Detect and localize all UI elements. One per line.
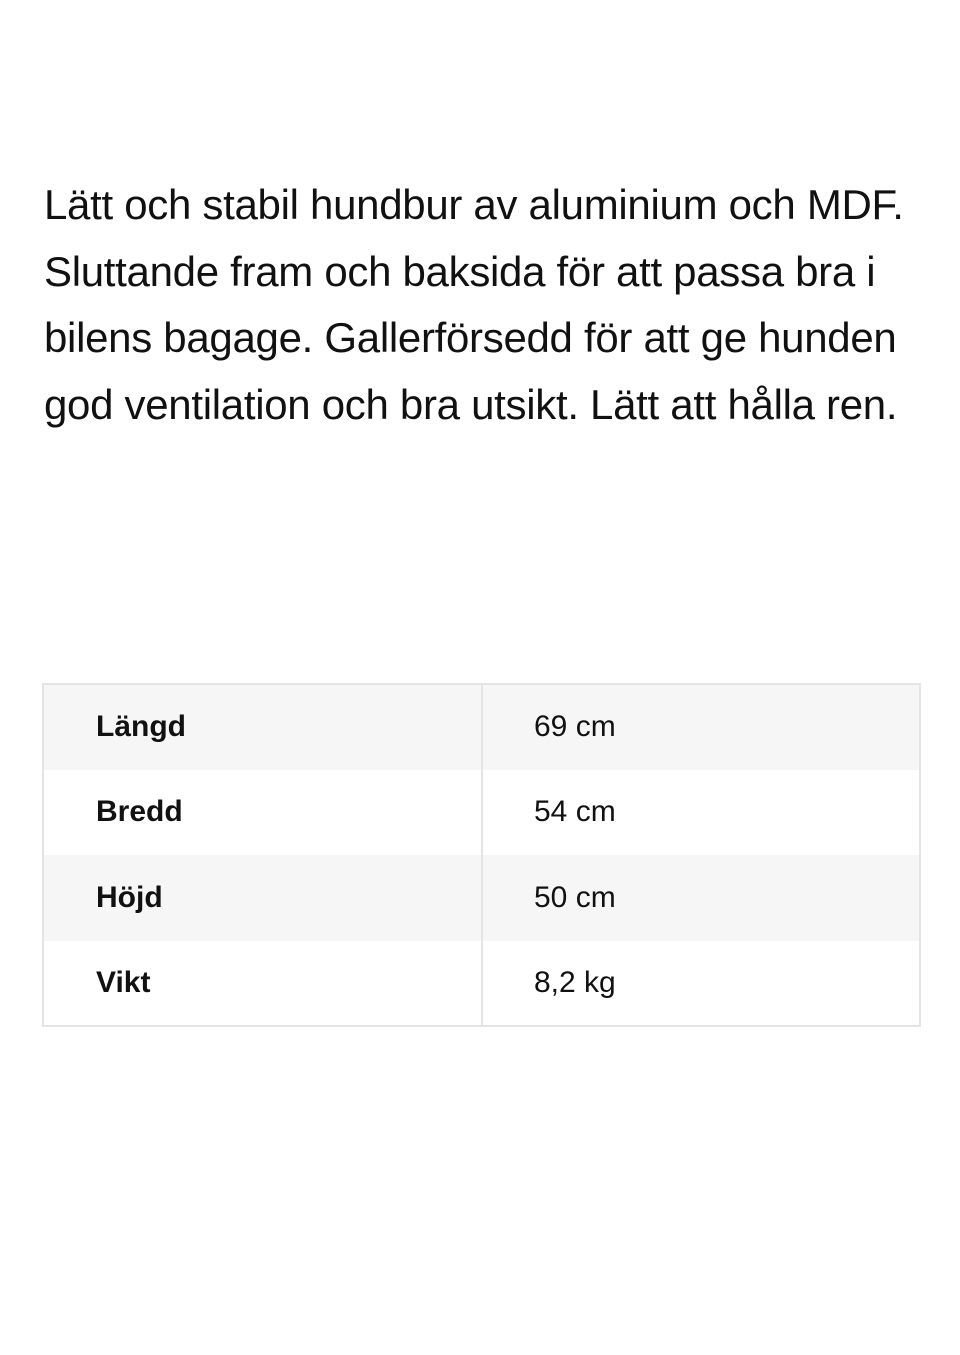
spec-value: 54 cm (482, 770, 920, 856)
spec-value: 69 cm (482, 684, 920, 770)
spec-row-weight (43, 941, 920, 1027)
spec-value: 8,2 kg (482, 941, 920, 1027)
spec-row-length (43, 684, 920, 770)
spec-row-width (43, 770, 920, 856)
product-description: Lätt och stabil hundbur av aluminium och MDF. Sluttande fram och baksida för att passa bra i bilens bagage. Gallerförsedd för att ge hunden god ventilation och bra utsikt. Lätt att hålla ren. (44, 181, 904, 428)
spec-table (42, 683, 921, 1027)
spec-label: Höjd (43, 855, 482, 941)
spec-row-height (43, 855, 920, 941)
spec-label: Vikt (43, 941, 482, 1027)
spec-value: 50 cm (482, 855, 920, 941)
spec-label: Bredd (43, 770, 482, 856)
spec-label: Längd (43, 684, 482, 770)
